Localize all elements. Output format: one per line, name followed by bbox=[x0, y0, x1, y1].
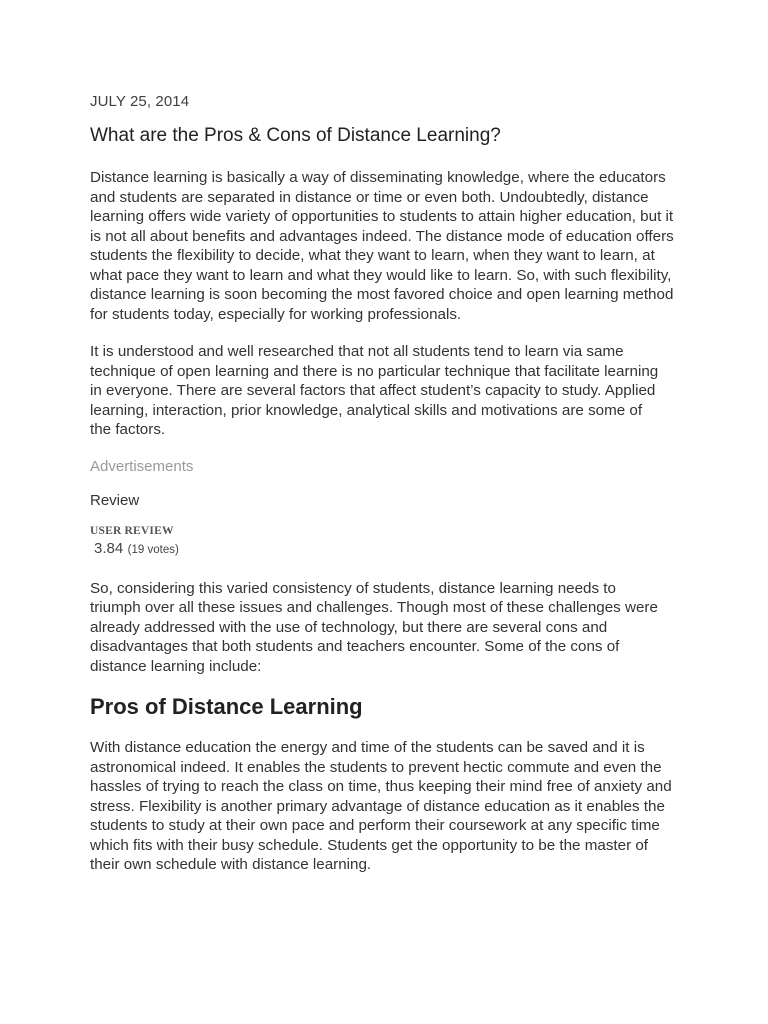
article-paragraph-pros: With distance education the energy and time of the students can be saved and it is astronomical indeed. It enables the students to prevent hectic commute and even the hassles of trying to reach the class on time, thus keeping their mind free of anxiety and stress. Flexibility is another primary advantage of distance education as it enables the students to study at their own pace and perform their coursework at any specific time which fits with their busy schedule. Students get the opportunity to be the master of their own schedule with distance learning. bbox=[90, 739, 672, 873]
review-score-value: 3.84 bbox=[94, 539, 124, 557]
review-vote-count: (19 votes) bbox=[127, 543, 179, 556]
section-heading-pros: Pros of Distance Learning bbox=[90, 694, 363, 719]
article-paragraph-factors: It is understood and well researched that not all students tend to learn via same technique of open learning and there is no particular technique that facilitate learning in everyone. There are several factors that affect student’s capacity to study. Applied learning, interaction, prior knowledge, analytical skills and motivations are some of the factors. bbox=[90, 343, 659, 438]
advertisements-label: Advertisements bbox=[90, 457, 194, 475]
article-paragraph-intro: Distance learning is basically a way of disseminating knowledge, where the educators and students are separated in distance or time or even both. Undoubtedly, distance learning offers wide variety of opportunities to students to attain higher education, but it is not all about benefits and advantages indeed. The distance mode of education offers students the flexibility to decide, what they want to learn, when they want to learn, at what pace they want to learn and what they would like to learn. So, with such flexibility, distance learning is soon becoming the most favored choice and open learning method for students today, especially for working professionals. bbox=[90, 169, 674, 323]
post-title[interactable]: What are the Pros & Cons of Distance Learning? bbox=[90, 125, 501, 146]
post-date: JULY 25, 2014 bbox=[90, 93, 190, 110]
review-label: Review bbox=[90, 491, 140, 509]
user-review-label: USER REVIEW bbox=[90, 524, 174, 537]
article bbox=[90, 93, 682, 893]
article-paragraph-challenges: So, considering this varied consistency of students, distance learning needs to triumph over all these issues and challenges. Though most of these challenges were already addressed with the use of technology, but there are several cons and disadvantages that both students and teachers encounter. Some of the cons of distance learning include: bbox=[90, 579, 658, 675]
user-review-score bbox=[94, 540, 682, 559]
